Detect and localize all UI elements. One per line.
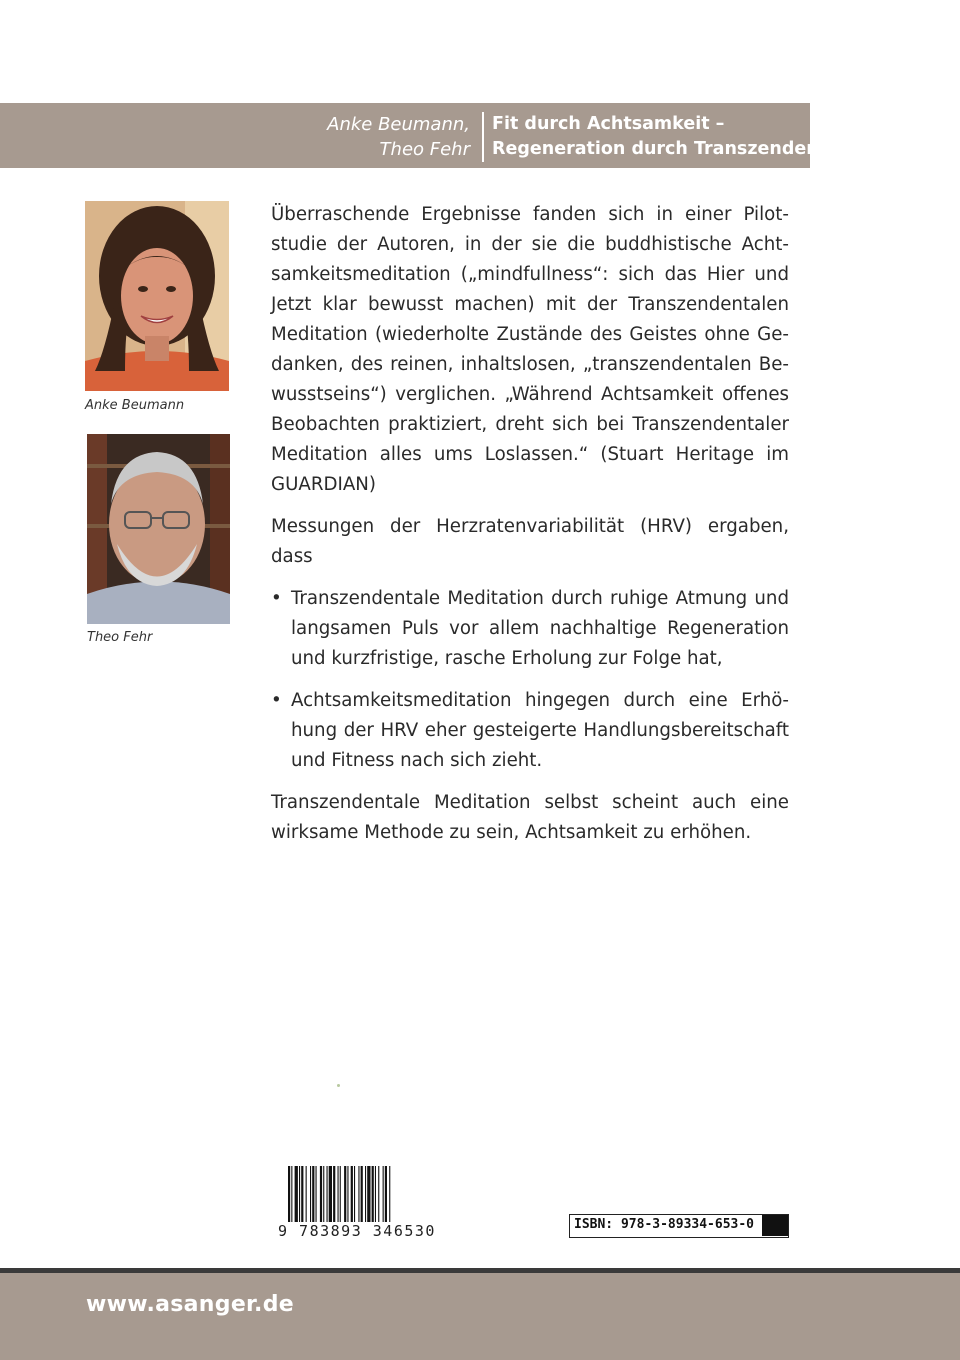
isbn-label: ISBN: 978-3-89334-653-0: [574, 1217, 755, 1232]
barcode-bar: [372, 1166, 374, 1222]
author-line-1: Anke Beumann,: [327, 114, 470, 135]
barcode-bar: [385, 1166, 387, 1222]
list-item: • Transzendentale Meditation durch ruhige Atmung und langsamen Puls vor allem nachhaltige Regeneration und kurzfristige, rasche Erholung zur Folge hat,: [271, 584, 789, 674]
barcode-bar: [383, 1166, 384, 1222]
author-photo-beumann: [85, 201, 229, 391]
photo-caption-fehr: Theo Fehr: [87, 630, 153, 645]
barcode-bar: [347, 1166, 348, 1222]
barcode-bar: [316, 1166, 317, 1222]
author-photo-fehr: [87, 434, 230, 624]
header-divider: [482, 112, 484, 162]
photo-caption-beumann: Anke Beumann: [85, 398, 185, 413]
barcode-bar: [295, 1166, 298, 1222]
barcode-bar: [365, 1166, 366, 1222]
barcode-bar: [312, 1166, 314, 1222]
title-line-1: Fit durch Achtsamkeit –: [492, 114, 725, 134]
barcode-bar: [361, 1166, 363, 1222]
barcode-bar: [358, 1166, 359, 1222]
decorative-dot: [337, 1084, 340, 1087]
barcode-bar: [367, 1166, 370, 1222]
closing-paragraph: Transzendentale Meditation selbst scheint auch eine wirksame Methode zu sein, Achtsamkeit zu erhöhen.: [271, 792, 789, 843]
barcode-bar: [301, 1166, 303, 1222]
barcode-bar: [340, 1166, 341, 1222]
barcode-bar: [306, 1166, 307, 1222]
barcode-bar: [344, 1166, 346, 1222]
results-list: [271, 584, 789, 776]
barcode-bar: [354, 1166, 355, 1222]
barcode-bar: [389, 1166, 390, 1222]
publisher-url: www.asanger.de: [86, 1292, 294, 1317]
barcode-digits: 9 783893 346530: [278, 1222, 436, 1240]
barcode-bar: [323, 1166, 324, 1222]
header-authors: [270, 112, 470, 162]
blurb-text: [271, 200, 789, 848]
barcode-bar: [288, 1166, 290, 1222]
intro-paragraph: Überraschende Ergebnisse fanden sich in einer Pilotstudie der Autoren, in der sie die buddhistische Achtsamkeitsmeditation („mindfullness“: sich das Hier und Jetzt klar bewusst machen) mit der Transzendentalen Meditation (wiederholte Zustände des Geistes ohne Gedanken, des reinen, inhaltslosen, „transzendentalen Bewusstseins“) verglichen. „Während Achtsamkeit offenes Beobachten praktiziert, dreht sich bei Transzendentaler Meditation alles ums Loslassen.“ (Stuart Heritage im GUARDIAN): [271, 204, 789, 495]
author-line-2: Theo Fehr: [379, 139, 470, 160]
list-item: • Achtsamkeitsmeditation hingegen durch eine Erhöhung der HRV eher gesteigerte Handlungsbereitschaft und Fitness nach sich zieht.: [271, 686, 789, 776]
barcode-bar: [351, 1166, 353, 1222]
barcode-bar: [338, 1166, 339, 1222]
barcode-bar: [378, 1166, 379, 1222]
title-line-2: Regeneration durch Transzendenz: [492, 139, 829, 159]
isbn-black-block: [762, 1215, 788, 1236]
measurement-paragraph: Messungen der Herzratenvariabilität (HRV) ergaben, dass: [271, 516, 789, 567]
isbn-box: [569, 1214, 789, 1238]
barcode-bar: [329, 1166, 332, 1222]
barcode-bar: [327, 1166, 328, 1222]
header-title: [492, 112, 829, 162]
barcode-bar: [299, 1166, 300, 1222]
barcode-bar: [333, 1166, 335, 1222]
barcode-bar: [375, 1166, 376, 1222]
barcode-bar: [291, 1166, 292, 1222]
barcode-bar: [320, 1166, 322, 1222]
barcode-bar: [310, 1166, 311, 1222]
